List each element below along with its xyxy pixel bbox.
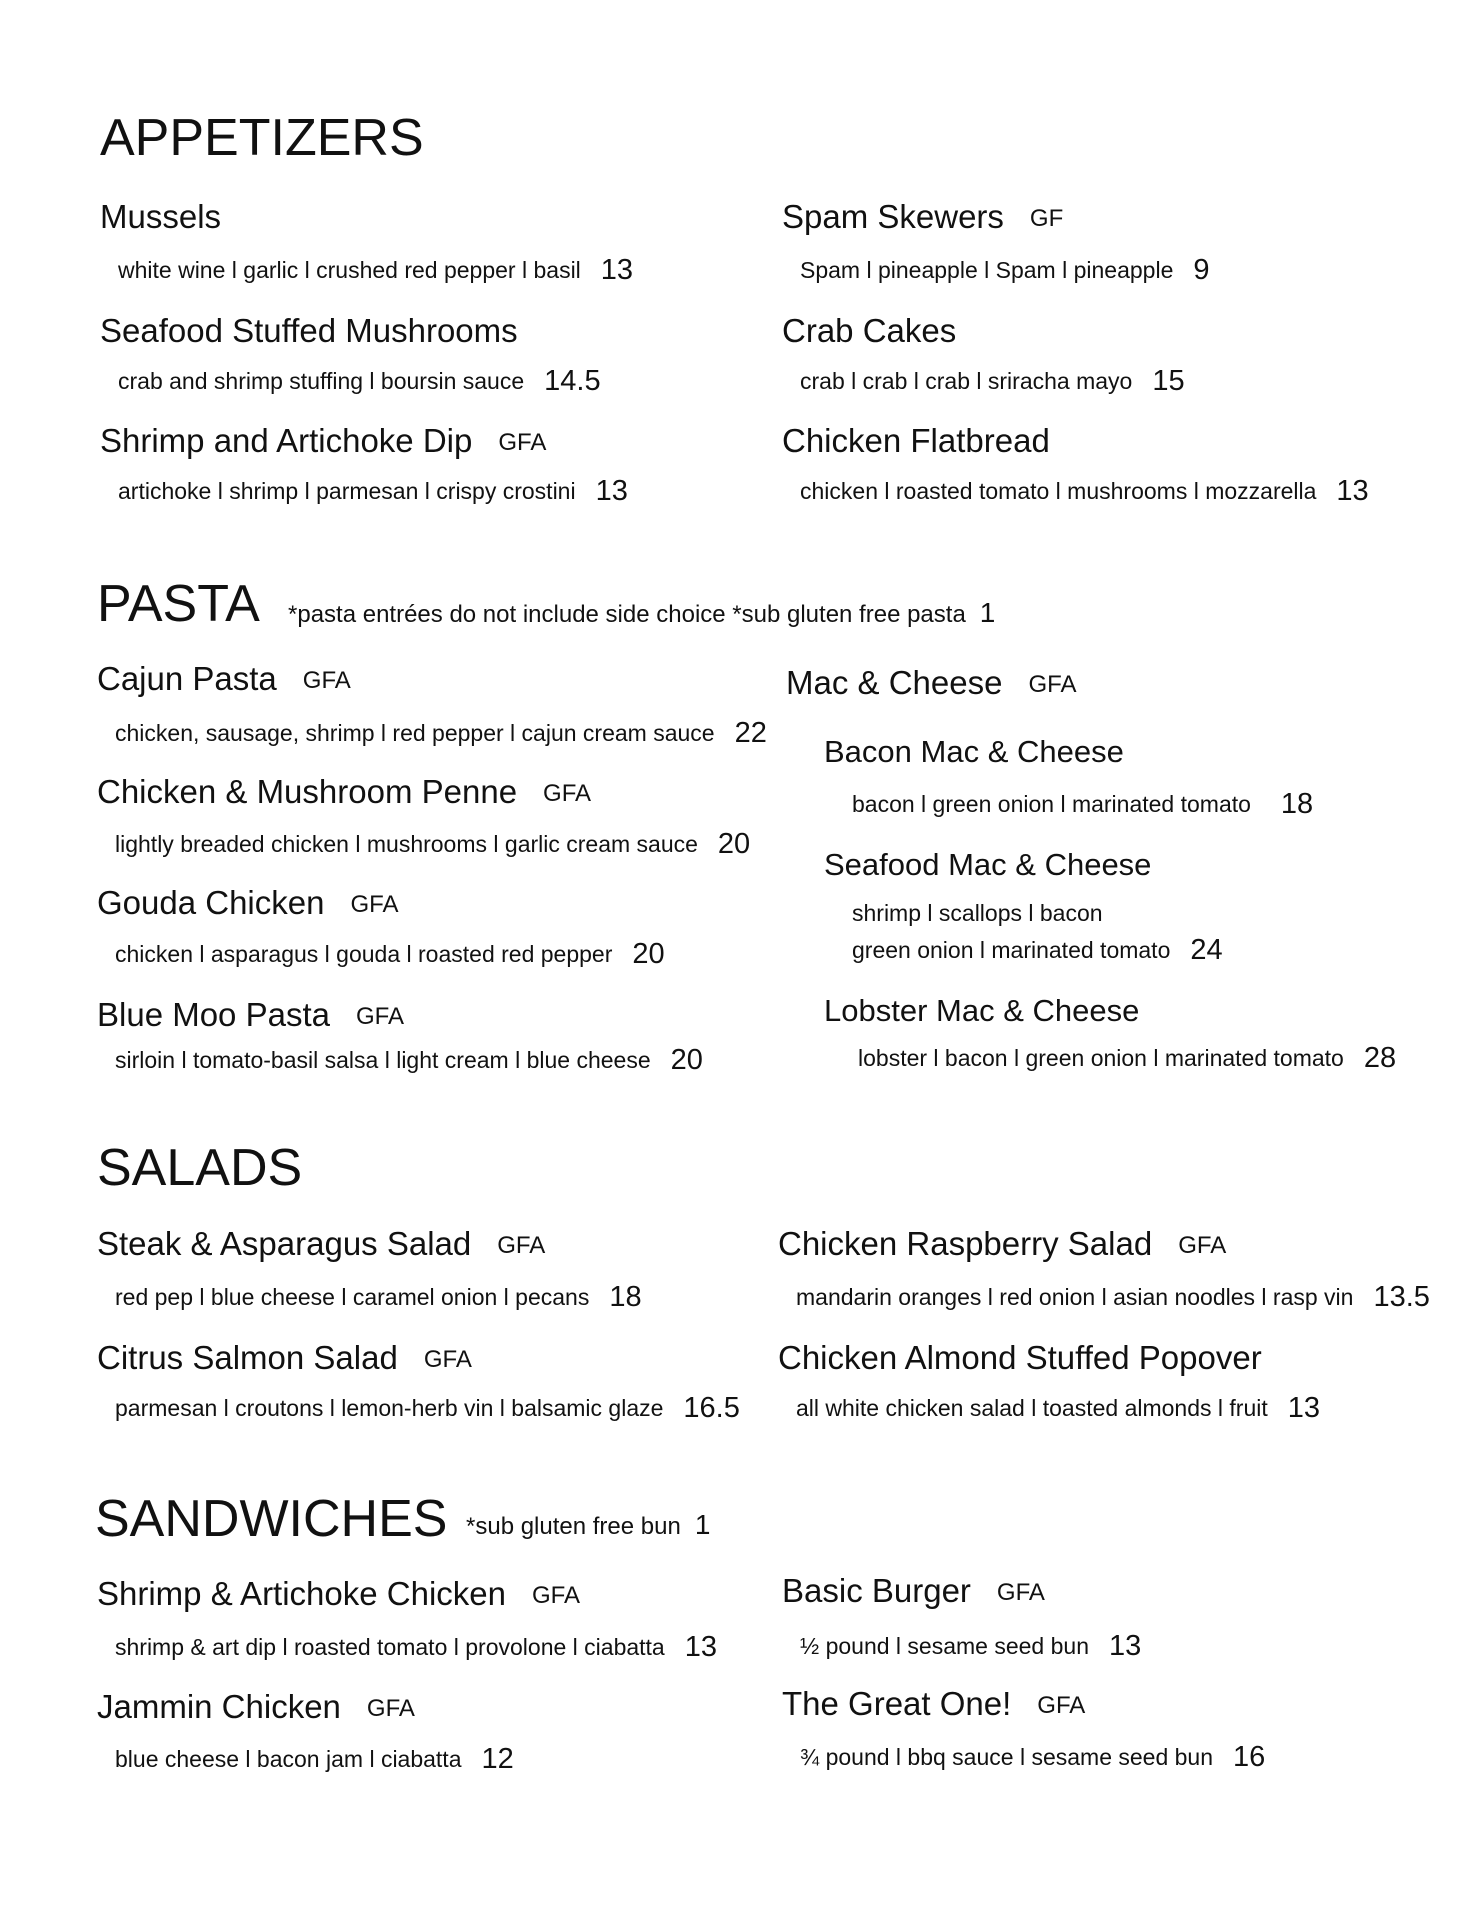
- menu-item-desc: Spam l pineapple l Spam l pineapple 9: [800, 254, 1210, 286]
- menu-item-price: 20: [717, 828, 751, 860]
- menu-item-price: 20: [632, 938, 665, 970]
- menu-item-name: Basic Burger GFA: [782, 1572, 1045, 1609]
- menu-item-desc: parmesan l croutons l lemon-herb vin l balsamic glaze 16.5: [115, 1392, 740, 1424]
- menu-item-desc: shrimp l scallops l bacon: [852, 900, 1103, 926]
- menu-item-price: 16.5: [683, 1392, 740, 1424]
- menu-subitem-name: Seafood Mac & Cheese: [824, 847, 1152, 882]
- menu-item-desc: lobster l bacon l green onion l marinated tomato 28: [858, 1042, 1397, 1074]
- menu-item-desc: lightly breaded chicken l mushrooms l garlic cream sauce 20: [115, 828, 751, 860]
- menu-item-name: Citrus Salmon Salad GFA: [97, 1339, 472, 1376]
- dietary-tag: GFA: [498, 429, 547, 456]
- menu-item-desc: ¾ pound l bbq sauce l sesame seed bun 16: [800, 1741, 1266, 1773]
- menu-item-price: 18: [609, 1281, 642, 1313]
- menu-item-desc: crab and shrimp stuffing l boursin sauce 14.5: [118, 365, 601, 397]
- menu-item-name: Seafood Stuffed Mushrooms: [100, 312, 518, 349]
- menu-item-price: 12: [481, 1743, 514, 1775]
- menu-item-price: 13: [1108, 1630, 1142, 1662]
- menu-item-price: 20: [670, 1044, 703, 1076]
- menu-item-price: 13: [600, 254, 634, 286]
- dietary-tag: GFA: [366, 1695, 415, 1722]
- dietary-tag: GFA: [302, 667, 351, 694]
- dietary-tag: GFA: [355, 1003, 404, 1030]
- menu-item-price: 13: [1336, 475, 1369, 507]
- dietary-tag: GFA: [1028, 671, 1077, 698]
- section-title-sandwiches: SANDWICHES: [95, 1490, 448, 1548]
- menu-item-name: Chicken Almond Stuffed Popover: [778, 1339, 1262, 1376]
- menu-item-price: 28: [1363, 1042, 1397, 1074]
- menu-item-desc: sirloin l tomato-basil salsa l light cream l blue cheese 20: [115, 1044, 703, 1076]
- menu-item-desc: red pep l blue cheese l caramel onion l pecans 18: [115, 1281, 642, 1313]
- menu-item-name: Crab Cakes: [782, 312, 957, 349]
- menu-item-name: Jammin Chicken GFA: [97, 1688, 415, 1725]
- section-title-pasta: PASTA: [97, 575, 260, 633]
- menu-item-desc: green onion l marinated tomato 24: [852, 934, 1223, 966]
- menu-subitem-name: Lobster Mac & Cheese: [824, 993, 1140, 1028]
- dietary-tag: GFA: [423, 1346, 472, 1373]
- menu-item-desc: mandarin oranges l red onion l asian noodles l rasp vin 13.5: [796, 1281, 1430, 1313]
- dietary-tag: GFA: [1178, 1232, 1227, 1259]
- menu-item-desc: artichoke l shrimp l parmesan l crispy crostini 13: [118, 475, 628, 507]
- menu-item-price: 14.5: [544, 365, 601, 397]
- menu-item-desc: chicken l asparagus l gouda l roasted red pepper 20: [115, 938, 665, 970]
- dietary-tag: GFA: [497, 1232, 546, 1259]
- menu-item-price: 22: [734, 717, 767, 749]
- menu-item-desc: ½ pound l sesame seed bun 13: [800, 1630, 1142, 1662]
- section-title-appetizers: APPETIZERS: [100, 109, 424, 167]
- dietary-tag: GFA: [1037, 1692, 1086, 1719]
- menu-item-name: Cajun Pasta GFA: [97, 660, 351, 697]
- menu-item-desc: crab l crab l crab l sriracha mayo 15: [800, 365, 1185, 397]
- menu-item-name: Chicken & Mushroom Penne GFA: [97, 773, 592, 810]
- menu-item-price: 13: [595, 475, 628, 507]
- menu-item-price: 24: [1190, 934, 1223, 966]
- menu-item-name: Spam Skewers GF: [782, 198, 1064, 235]
- menu-item-desc: chicken l roasted tomato l mushrooms l mozzarella 13: [800, 475, 1369, 507]
- menu-item-name: Chicken Raspberry Salad GFA: [778, 1225, 1227, 1262]
- note-price: 1: [979, 597, 996, 628]
- dietary-tag: GF: [1029, 205, 1064, 232]
- menu-item-price: 9: [1193, 254, 1210, 286]
- menu-item-name: Mussels: [100, 198, 222, 235]
- menu-item-desc: chicken, sausage, shrimp l red pepper l cajun cream sauce 22: [115, 717, 767, 749]
- menu-item-name: The Great One! GFA: [782, 1685, 1086, 1722]
- section-title-salads: SALADS: [97, 1139, 303, 1197]
- dietary-tag: GFA: [350, 891, 399, 918]
- section-note: *pasta entrées do not include side choice *sub gluten free pasta 1: [288, 597, 996, 628]
- dietary-tag: GFA: [543, 780, 592, 807]
- menu-item-name: Shrimp and Artichoke Dip GFA: [100, 422, 547, 459]
- menu-subitem-name: Bacon Mac & Cheese: [824, 734, 1124, 769]
- menu-item-price: 18: [1280, 788, 1314, 820]
- menu-item-desc: all white chicken salad l toasted almonds l fruit 13: [796, 1392, 1321, 1424]
- dietary-tag: GFA: [996, 1579, 1045, 1606]
- menu-item-price: 13: [1287, 1392, 1321, 1424]
- menu-item-name: Steak & Asparagus Salad GFA: [97, 1225, 546, 1262]
- menu-item-name: Blue Moo Pasta GFA: [97, 996, 404, 1033]
- menu-item-price: 16: [1233, 1741, 1266, 1773]
- dietary-tag: GFA: [532, 1582, 581, 1609]
- menu-item-desc: bacon l green onion l marinated tomato 18: [852, 788, 1314, 820]
- menu-item-name: Gouda Chicken GFA: [97, 884, 399, 921]
- menu-item-price: 13: [684, 1631, 717, 1663]
- menu-item-name: Shrimp & Artichoke Chicken GFA: [97, 1575, 581, 1612]
- menu-item-desc: shrimp & art dip l roasted tomato l provolone l ciabatta 13: [115, 1631, 717, 1663]
- menu-item-desc: white wine l garlic l crushed red pepper l basil 13: [118, 254, 634, 286]
- section-note: *sub gluten free bun 1: [466, 1509, 711, 1540]
- menu-item-price: 15: [1152, 365, 1185, 397]
- menu-item-price: 13.5: [1373, 1281, 1430, 1313]
- menu-item-desc: blue cheese l bacon jam l ciabatta 12: [115, 1743, 514, 1775]
- menu-item-name: Mac & Cheese GFA: [786, 664, 1077, 701]
- menu-item-name: Chicken Flatbread: [782, 422, 1050, 459]
- note-price: 1: [694, 1509, 711, 1540]
